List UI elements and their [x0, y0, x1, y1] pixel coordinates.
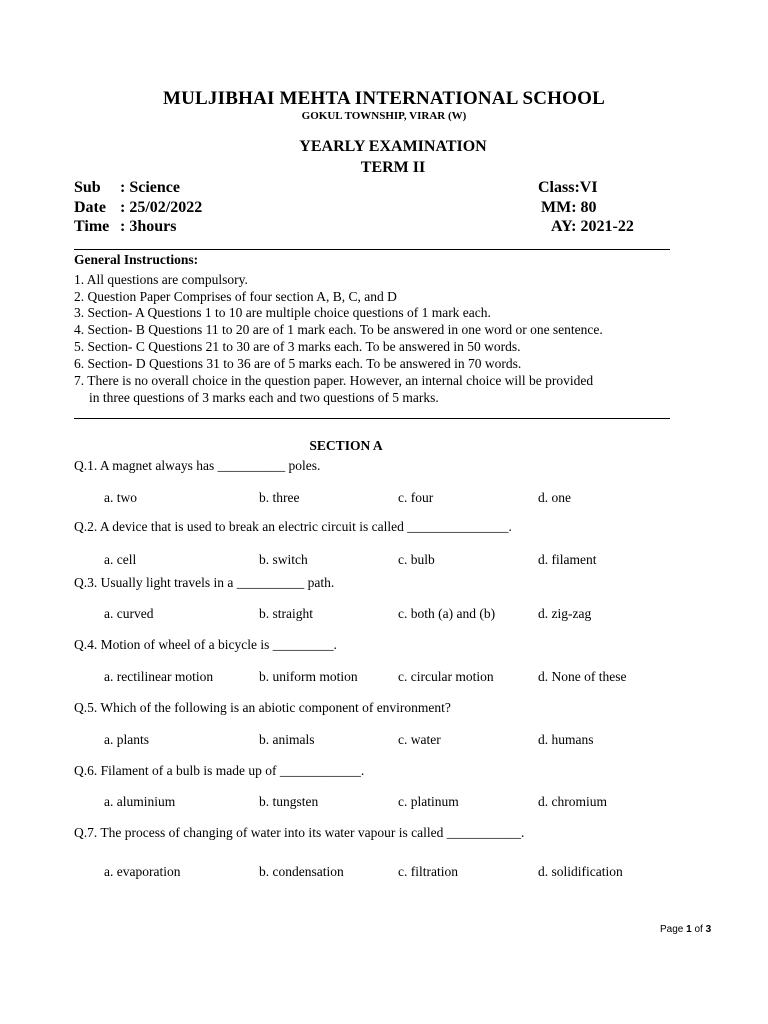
- page-word: Page: [660, 924, 684, 935]
- academic-year: AY: 2021-22: [551, 218, 634, 235]
- instruction-item: 2. Question Paper Comprises of four section A, B, C, and D: [74, 289, 397, 304]
- instructions-title: General Instructions:: [74, 252, 199, 267]
- q2-option-c: c. bulb: [398, 552, 435, 567]
- q6-option-c: c. platinum: [398, 794, 459, 809]
- q5-option-d: d. humans: [538, 732, 594, 747]
- q2-option-a: a. cell: [104, 552, 137, 567]
- question-6: Q.6. Filament of a bulb is made up of ____________.: [74, 763, 365, 778]
- question-2: Q.2. A device that is used to break an electric circuit is called _______________.: [74, 519, 512, 534]
- question-1: Q.1. A magnet always has __________ poles.: [74, 458, 321, 473]
- q4-option-c: c. circular motion: [398, 669, 494, 684]
- school-address: GOKUL TOWNSHIP, VIRAR (W): [301, 110, 467, 122]
- instruction-item: 3. Section- A Questions 1 to 10 are multiple choice questions of 1 mark each.: [74, 305, 491, 320]
- q6-option-a: a. aluminium: [104, 794, 176, 809]
- q3-option-a: a. curved: [104, 606, 154, 621]
- question-3: Q.3. Usually light travels in a __________ path.: [74, 575, 335, 590]
- q7-option-c: c. filtration: [398, 864, 458, 879]
- date-line: [74, 199, 202, 217]
- q5-option-c: c. water: [398, 732, 441, 747]
- q6-option-b: b. tungsten: [259, 794, 319, 809]
- subject-line: [74, 179, 180, 197]
- q2-option-d: d. filament: [538, 552, 597, 567]
- q3-option-d: d. zig-zag: [538, 606, 592, 621]
- divider-bottom: [74, 418, 670, 419]
- of-word: of: [694, 924, 703, 935]
- q2-option-b: b. switch: [259, 552, 308, 567]
- q7-option-d: d. solidification: [538, 864, 623, 879]
- exam-title: YEARLY EXAMINATION: [299, 138, 487, 155]
- date-label: Date: [74, 199, 106, 216]
- divider-top: [74, 249, 670, 250]
- instruction-item: 7. There is no overall choice in the question paper. However, an internal choice will be provided: [74, 373, 594, 388]
- q3-option-b: b. straight: [259, 606, 313, 621]
- q1-option-b: b. three: [259, 490, 300, 505]
- question-4: Q.4. Motion of wheel of a bicycle is _________.: [74, 637, 337, 652]
- q4-option-d: d. None of these: [538, 669, 627, 684]
- instruction-item: 6. Section- D Questions 31 to 36 are of 5 marks each. To be answered in 70 words.: [74, 356, 522, 371]
- question-5: Q.5. Which of the following is an abiotic component of environment?: [74, 700, 451, 715]
- q5-option-b: b. animals: [259, 732, 315, 747]
- q6-option-d: d. chromium: [538, 794, 607, 809]
- instruction-item: 5. Section- C Questions 21 to 30 are of 3 marks each. To be answered in 50 words.: [74, 339, 521, 354]
- subject-label: Sub: [74, 179, 101, 196]
- time-label: Time: [74, 218, 110, 235]
- section-a-title: SECTION A: [309, 438, 383, 453]
- q3-option-c: c. both (a) and (b): [398, 606, 496, 621]
- page-number: [660, 924, 711, 935]
- instruction-item-continued: in three questions of 3 marks each and two questions of 5 marks.: [89, 390, 439, 405]
- instruction-item: 1. All questions are compulsory.: [74, 272, 248, 287]
- class-value: Class:VI: [538, 179, 598, 196]
- time-value: : 3hours: [120, 218, 177, 235]
- page-total: 3: [705, 924, 712, 935]
- q1-option-c: c. four: [398, 490, 434, 505]
- max-marks: MM: 80: [541, 199, 597, 216]
- time-line: [74, 218, 176, 236]
- q7-option-a: a. evaporation: [104, 864, 181, 879]
- exam-term: TERM II: [360, 159, 426, 176]
- question-7: Q.7. The process of changing of water into its water vapour is called ___________.: [74, 825, 525, 840]
- school-name: MULJIBHAI MEHTA INTERNATIONAL SCHOOL: [163, 88, 605, 109]
- q1-option-a: a. two: [104, 490, 137, 505]
- q4-option-b: b. uniform motion: [259, 669, 358, 684]
- q4-option-a: a. rectilinear motion: [104, 669, 214, 684]
- q5-option-a: a. plants: [104, 732, 149, 747]
- page-current: 1: [686, 924, 692, 935]
- q7-option-b: b. condensation: [259, 864, 344, 879]
- subject-value: : Science: [120, 179, 180, 196]
- q1-option-d: d. one: [538, 490, 571, 505]
- instruction-item: 4. Section- B Questions 11 to 20 are of 1 mark each. To be answered in one word or one sentence.: [74, 322, 603, 337]
- date-value: : 25/02/2022: [120, 199, 203, 216]
